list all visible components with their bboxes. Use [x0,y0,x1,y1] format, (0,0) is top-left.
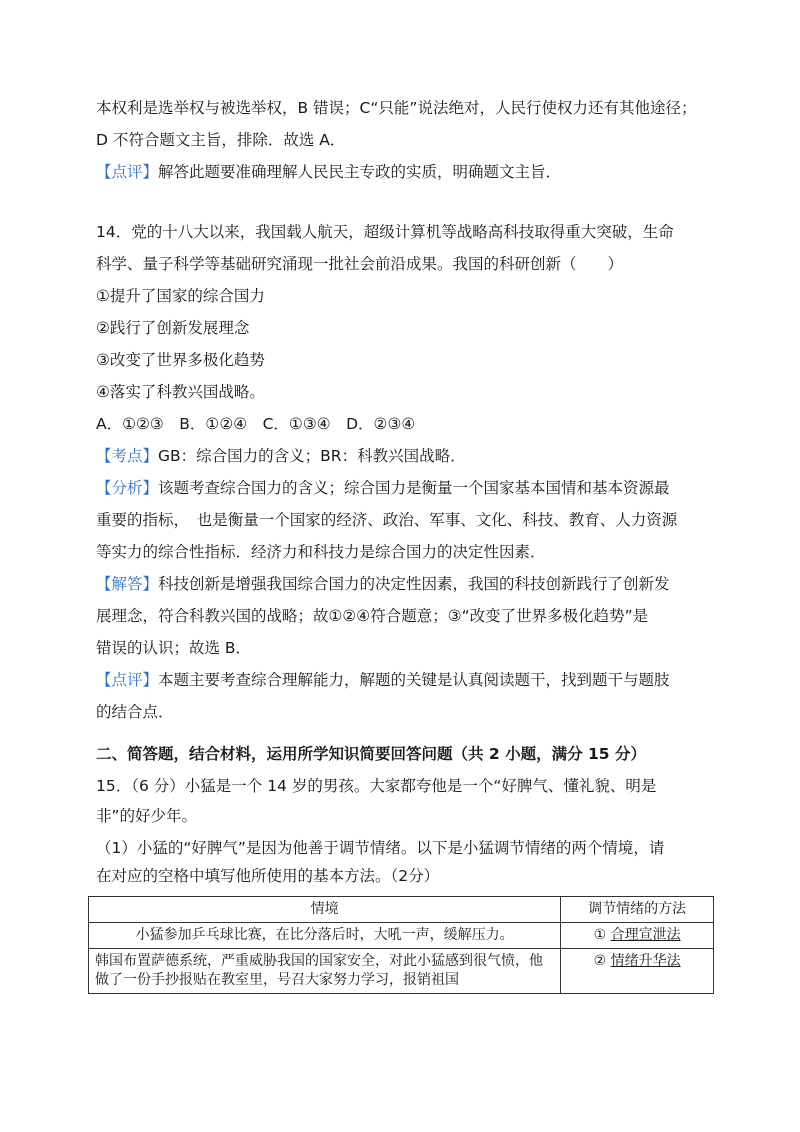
section-2-heading: 二、简答题，结合材料，运用所学知识简要回答问题（共 2 小题，满分 15 分） [96,745,646,763]
fenxi-tag: 【分析】 [96,479,159,497]
q14-dianping-line-2: 的结合点． [96,703,174,721]
q14-stem-line-2: 科学、量子科学等基础研究涌现一批社会前沿成果。我国的科研创新（ ） [96,255,624,273]
review-text: 解答此题要准确理解人民民主专政的实质，明确题文主旨． [158,163,562,181]
q14-choices: A．①②③ B．①②④ C．①③④ D．②③④ [96,415,416,433]
jieda-text-1: 科技创新是增强我国综合国力的决定性因素，我国的科技创新践行了创新发 [158,575,670,593]
row1-number: ① [593,927,607,943]
kaodian-text: GB：综合国力的含义；BR：科教兴国战略． [158,447,466,465]
row1-method: 合理宣泄法 [610,927,681,943]
q14-stem-line-1: 14．党的十八大以来，我国载人航天，超级计算机等战略高科技取得重大突破，生命 [96,223,674,241]
q14-jieda-line-1 [96,574,716,594]
q15-stem-line-2: 非”的好少年。 [96,807,198,825]
q14-option-3: ③改变了世界多极化趋势 [96,351,265,369]
q15-sub1-line-2: 在对应的空格中填写他所使用的基本方法。（2分） [96,867,440,885]
header-scenario: 情境 [89,897,561,923]
jieda-tag: 【解答】 [96,575,159,593]
header-method: 调节情绪的方法 [561,897,714,923]
q13-tail-line-1: 本权利是选举权与被选举权，B 错误；C“只能”说法绝对，人民行使权力还有其他途径； [96,99,697,117]
row2-method-cell [561,949,714,994]
row1-scenario: 小猛参加乒乓球比赛，在比分落后时，大吼一声，缓解压力。 [89,923,561,949]
row2-scenario: 韩国布置萨德系统，严重威胁我国的国家安全，对此小猛感到很气愤，他做了一份手抄报贴在教室里，号召大家努力学习，报销祖国 [89,949,561,994]
row1-method-cell [561,923,714,949]
q14-option-1: ①提升了国家的综合国力 [96,287,265,305]
q14-option-2: ②践行了创新发展理念 [96,319,250,337]
q14-kaodian [96,446,716,466]
dianping-tag: 【点评】 [96,671,159,689]
q14-fenxi-line-1 [96,478,716,498]
q14-option-4: ④落实了科教兴国战略。 [96,383,265,401]
row2-method: 情绪升华法 [610,953,681,969]
dianping-text-1: 本题主要考查综合理解能力，解题的关键是认真阅读题干，找到题干与题肢 [158,671,670,689]
kaodian-tag: 【考点】 [96,447,159,465]
table-row [89,949,714,994]
q14-dianping-line-1 [96,670,716,690]
q14-fenxi-line-3: 等实力的综合性指标．经济力和科技力是综合国力的决定性因素． [96,543,546,561]
review-tag: 【点评】 [96,163,159,181]
emotion-methods-table [88,896,714,994]
q13-tail-line-2: D 不符合题文主旨，排除．故选 A． [96,131,346,149]
q14-jieda-line-2: 展理念，符合科教兴国的战略；故①②④符合题意；③“改变了世界多极化趋势”是 [96,607,649,625]
q14-jieda-line-3: 错误的认识；故选 B． [96,639,252,657]
q15-sub1-line-1: （1）小猛的“好脾气”是因为他善于调节情绪。以下是小猛调节情绪的两个情境，请 [96,839,665,857]
q15-stem-line-1: 15．（6 分）小猛是一个 14 岁的男孩。大家都夸他是一个“好脾气、懂礼貌、明是 [96,777,657,795]
q13-review [96,162,716,182]
q14-fenxi-line-2: 重要的指标， 也是衡量一个国家的经济、政治、军事、文化、科技、教育、人力资源 [96,511,678,529]
fenxi-text-1: 该题考查综合国力的含义；综合国力是衡量一个国家基本国情和基本资源最 [158,479,670,497]
table-row [89,923,714,949]
row2-number: ② [593,953,607,969]
table-header-row [89,897,714,923]
